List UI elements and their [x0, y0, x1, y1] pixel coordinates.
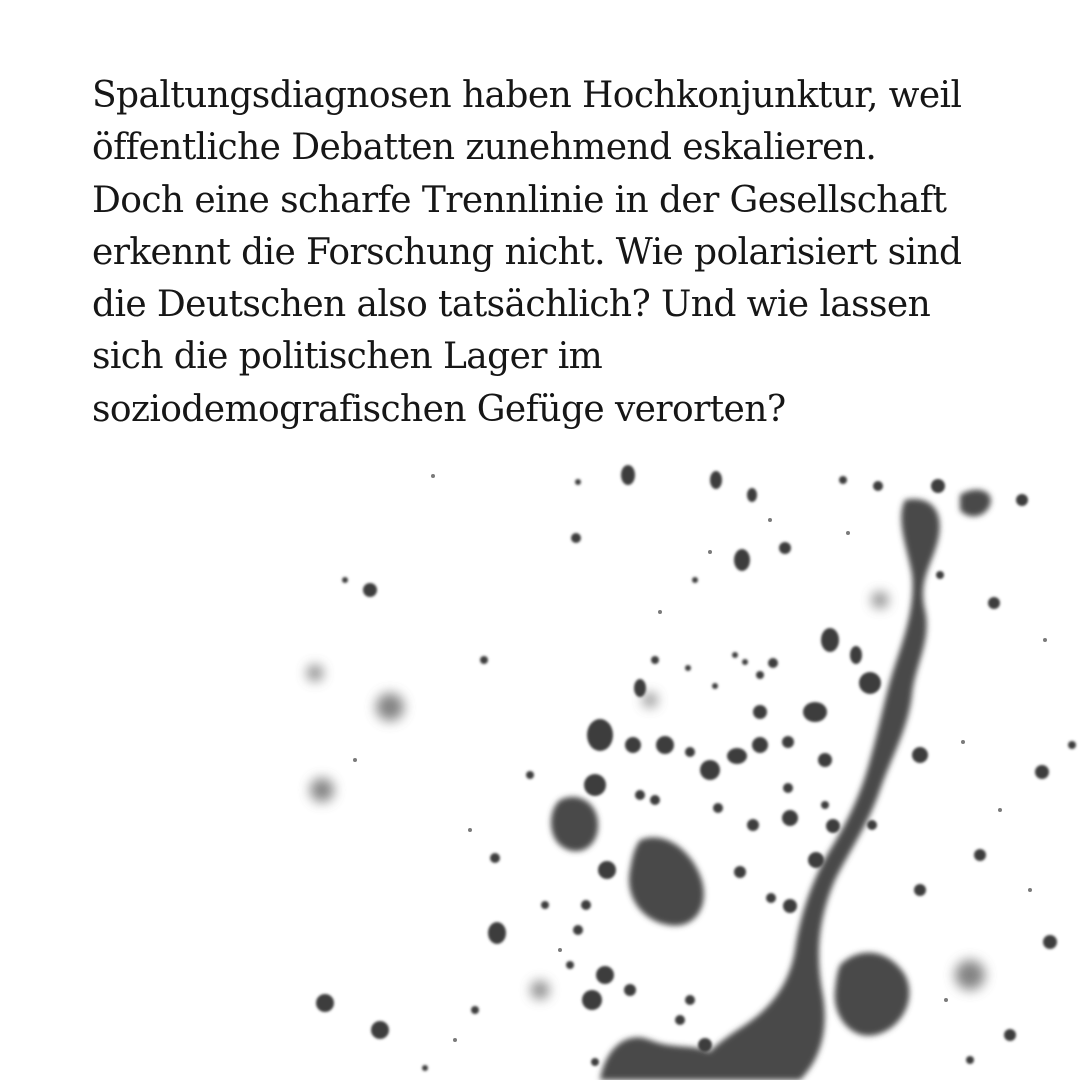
- intro-line-4: erkennt die Forschung nicht. Wie polarisiert sind: [92, 231, 962, 273]
- intro-line-2: öffentliche Debatten zunehmend eskalieren.: [92, 127, 877, 169]
- intro-line-7: soziodemografischen Gefüge verorten?: [92, 388, 786, 430]
- intro-line-3: Doch eine scharfe Trennlinie in der Gesellschaft: [92, 179, 947, 221]
- intro-line-6: sich die politischen Lager im: [92, 336, 603, 378]
- ink-splash-illustration: [0, 440, 1080, 1080]
- intro-line-5: die Deutschen also tatsächlich? Und wie lassen: [92, 284, 931, 326]
- intro-line-1: Spaltungsdiagnosen haben Hochkonjunktur, weil: [92, 75, 962, 116]
- intro-paragraph: [92, 70, 1012, 436]
